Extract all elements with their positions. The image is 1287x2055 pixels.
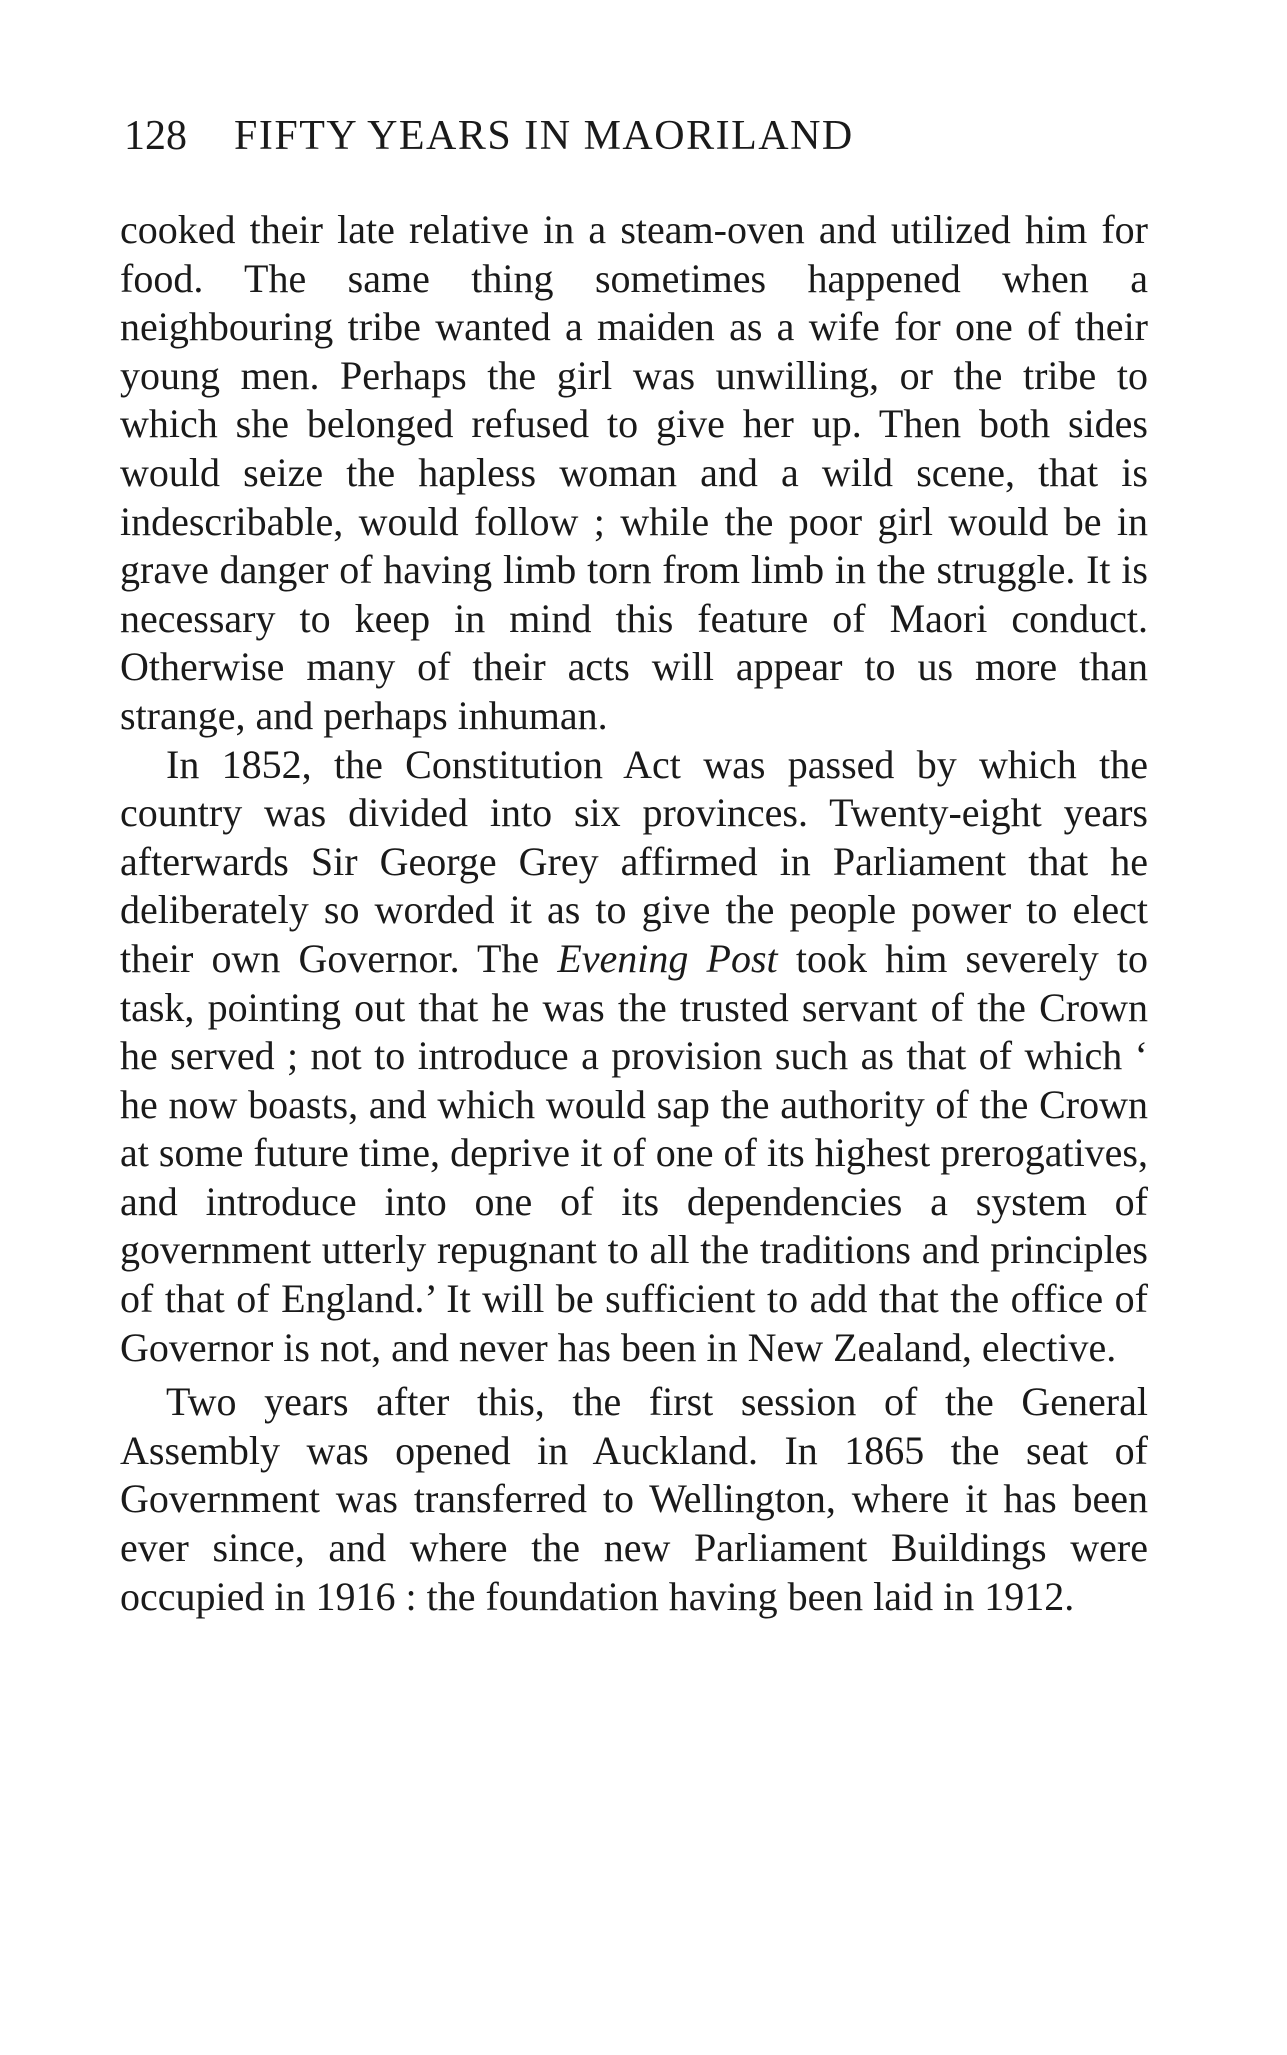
paragraph-1: cooked their late relative in a steam-oven and utilized him for food. The same thing sometimes happened when a neighbouring tribe wanted a maiden as a wife for one of their young men. Perhaps the girl was unwilling, or the tribe to which she belonged refused to give her up. Then both sides would seize the hapless woman and a wild scene, that is indescribable, would follow ; while the poor girl would be in grave danger of having limb torn from limb in the struggle. It is necessary to keep in mind this feature of Maori conduct. Otherwise many of their acts will appear to us more than strange, and perhaps inhuman. [120, 207, 1148, 738]
paragraph-2-text-before: In 1852, the Constitution Act was passed by which the country was divided into six provinces. Twenty-eight years afterwards Sir George Grey affirmed in Parliament that he deliberately so worded it as to give the people power to elect their own Governor. The [120, 741, 1148, 981]
page-header [124, 112, 1024, 172]
running-title: FIFTY YEARS IN MAORILAND [234, 113, 854, 159]
page-number: 128 [124, 113, 187, 159]
paragraph-2 [120, 741, 1148, 1373]
body-text [120, 206, 1148, 1621]
paragraph-2-text-after: took him severely to task, pointing out that he was the trusted servant of the Crown he served ; not to introduce a provision such as that of which ‘ he now boasts, and which would sap the authority of the Crown at some future time, deprive it of one of its highest prerogatives, and introduce into one of its dependencies a system of government utterly repugnant to all the traditions and principles of that of England.’ It will be sufficient to add that the office of Governor is not, and never has been in New Zealand, elective. [120, 935, 1148, 1370]
newspaper-title: Evening Post [557, 935, 778, 981]
paragraph-3: Two years after this, the first session of the General Assembly was opened in Auckland. In 1865 the seat of Government was transferred to Wellington, where it has been ever since, and where the new Parliament Buildings were occupied in 1916 : the foundation having been laid in 1912. [120, 1379, 1148, 1619]
